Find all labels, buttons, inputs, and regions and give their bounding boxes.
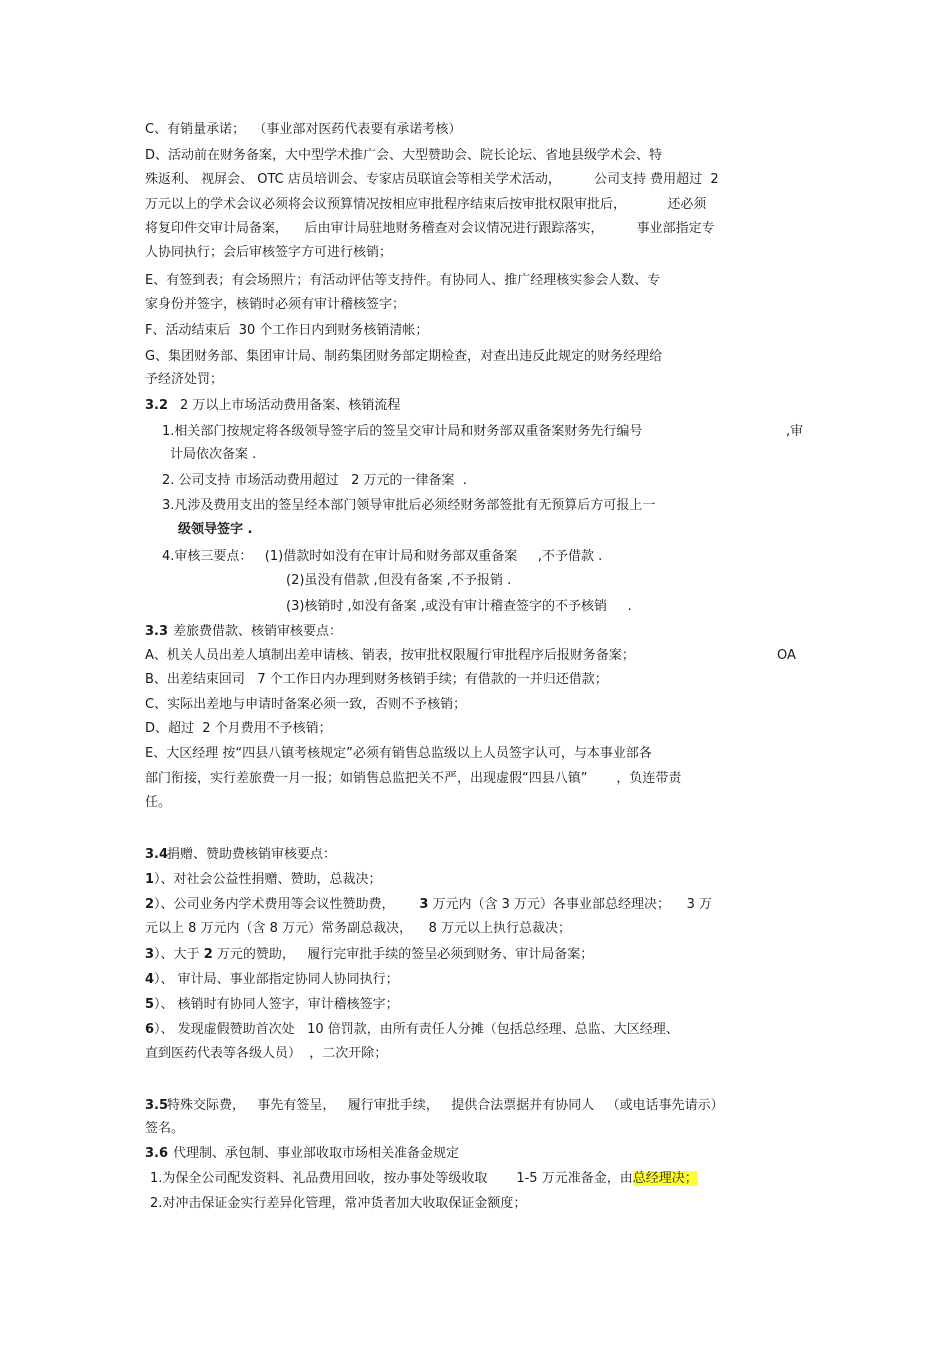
line-3-3-a: A、机关人员出差人填制出差申请核、销表，按审批权限履行审批程序后报财务备案； <box>145 648 635 663</box>
line-3-4-6b: 直到医药代表等各级人员） ，二次开除； <box>145 1046 388 1061</box>
line-e-2: 家身份并签字，核销时必须有审计稽核签字； <box>145 297 406 312</box>
item-number: 6 <box>145 1022 155 1037</box>
item-text: 万元内（含 3 万元）各事业部总经理决； 3 万 <box>428 897 712 912</box>
line-3-2-1b: ,审 <box>786 424 804 439</box>
line-3-2-3b: 级领导签字 . <box>178 522 253 537</box>
line-3-6-1 <box>150 1170 698 1188</box>
section-3-4-number: 3.4 <box>145 847 169 862</box>
line-3-3-d: D、超过 2 个月费用不予核销； <box>145 721 332 736</box>
item-number: 4 <box>145 972 155 987</box>
amount-number: 2 <box>203 947 213 962</box>
line-3-3-e-2: 部门衔接，实行差旅费一月一报；如销售总监把关不严，出现虚假“四县八镇” ，负连带责 <box>145 771 682 786</box>
line-3-2-4c: (3)核销时 ,如没有备案 ,或没有审计稽查签字的不予核销 . <box>286 599 632 614</box>
line-3-5-2: 签名。 <box>145 1121 185 1136</box>
item-number: 5 <box>145 997 155 1012</box>
line-g-2: 予经济处罚； <box>145 372 224 387</box>
item-text: 1.为保全公司配发资料、礼品费用回收，按办事处等级收取 1-5 万元准备金，由 <box>150 1171 633 1186</box>
section-3-6-number: 3.6 <box>145 1146 169 1161</box>
item-text: 万元的赞助， 履行完审批手续的签呈必须到财务、审计局备案； <box>212 947 594 962</box>
section-3-3-title: 差旅费借款、核销审核要点： <box>173 624 343 639</box>
line-3-4-1 <box>145 871 382 889</box>
section-3-2-number: 3.2 <box>145 398 169 413</box>
item-text: ）、 核销时有协同人签字，审计稽核签字； <box>154 997 399 1012</box>
line-3-4-2a <box>145 896 712 914</box>
section-3-2-title: 2 万以上市场活动费用备案、核销流程 <box>180 398 401 413</box>
line-c: C、有销量承诺； （事业部对医药代表要有承诺考核） <box>145 122 462 137</box>
item-text: ）、 审计局、事业部指定协同人协同执行； <box>154 972 399 987</box>
item-text: ）、公司业务内学术费用等会议性赞助费， <box>154 897 420 912</box>
line-3-6-2: 2.对冲击保证金实行差异化管理，常冲货者加大收取保证金额度； <box>150 1196 527 1211</box>
item-text: ）、大于 <box>154 947 204 962</box>
item-text: ）、 发现虚假赞助首次处 10 倍罚款，由所有责任人分摊（包括总经理、总监、大区经理、 <box>154 1022 679 1037</box>
line-3-2-4a: 4.审核三要点： (1)借款时如没有在审计局和财务部双重备案 ,不予借款 . <box>162 549 603 564</box>
line-e-1: E、有签到表；有会场照片；有活动评估等支持件。有协同人、推广经理核实参会人数、专 <box>145 273 661 288</box>
section-3-6-title: 代理制、承包制、事业部收取市场相关准备金规定 <box>173 1146 460 1161</box>
line-3-3-b: B、出差结束回司 7 个工作日内办理到财务核销手续；有借款的一并归还借款； <box>145 672 608 687</box>
line-3-3-a-oa: OA <box>777 648 796 663</box>
line-3-4-3 <box>145 946 593 964</box>
section-3-5-text: 特殊交际费， 事先有签呈， 履行审批手续， 提供合法票据并有协同人 （或电话事先请示） <box>167 1098 724 1113</box>
line-3-4-5 <box>145 996 399 1014</box>
line-3-2-2: 2. 公司支持 市场活动费用超过 2 万元的一律备案 . <box>162 473 467 488</box>
line-d-3: 万元以上的学术会议必须将会议预算情况按相应审批程序结束后按审批权限审批后， 还必须 <box>145 197 707 212</box>
amount-number: 3 <box>419 897 429 912</box>
line-g-1: G、集团财务部、集团审计局、制药集团财务部定期检查，对查出违反此规定的财务经理给 <box>145 349 663 364</box>
item-number: 1 <box>145 872 155 887</box>
line-3-4-2b: 元以上 8 万元内（含 8 万元）常务副总裁决， 8 万元以上执行总裁决； <box>145 921 572 936</box>
line-3-3-c: C、实际出差地与申请时备案必须一致，否则不予核销； <box>145 697 467 712</box>
line-d-4: 将复印件交审计局备案， 后由审计局驻地财务稽查对会议情况进行跟踪落实， 事业部指定专 <box>145 221 715 236</box>
section-3-4-title: 捐赠、赞助费核销审核要点： <box>167 847 337 862</box>
line-3-4-6a <box>145 1021 679 1039</box>
highlighted-text: 总经理决； <box>632 1171 698 1186</box>
item-number: 3 <box>145 947 155 962</box>
line-3-3-e-1: E、大区经理 按“四县八镇考核规定”必须有销售总监级以上人员签字认可，与本事业部各 <box>145 746 652 761</box>
line-d-2: 殊返利、 视屏会、 OTC 店员培训会、专家店员联谊会等相关学术活动， 公司支持 费用超过 2 <box>145 172 719 187</box>
line-3-2-4b: (2)虽没有借款 ,但没有备案 ,不予报销 . <box>286 573 512 588</box>
line-d-1: D、活动前在财务备案，大中型学术推广会、大型赞助会、院长论坛、省地县级学术会、特 <box>145 148 663 163</box>
item-text: ）、对社会公益性捐赠、赞助，总裁决； <box>154 872 382 887</box>
line-3-2-1c: 计局依次备案 . <box>170 447 257 462</box>
item-number: 2 <box>145 897 155 912</box>
line-3-2-1a: 1.相关部门按规定将各级领导签字后的签呈交审计局和财务部双重备案财务先行编号 <box>162 424 643 439</box>
line-d-5: 人协同执行；会后审核签字方可进行核销； <box>145 245 393 260</box>
line-3-2-3a: 3.凡涉及费用支出的签呈经本部门领导审批后必须经财务部签批有无预算后方可报上一 <box>162 498 656 513</box>
section-3-5-number: 3.5 <box>145 1098 169 1113</box>
line-3-4-4 <box>145 971 399 989</box>
line-3-3-e-3: 任。 <box>145 795 172 810</box>
line-f: F、活动结束后 30 个工作日内到财务核销清帐； <box>145 323 429 338</box>
section-3-3-number: 3.3 <box>145 624 169 639</box>
